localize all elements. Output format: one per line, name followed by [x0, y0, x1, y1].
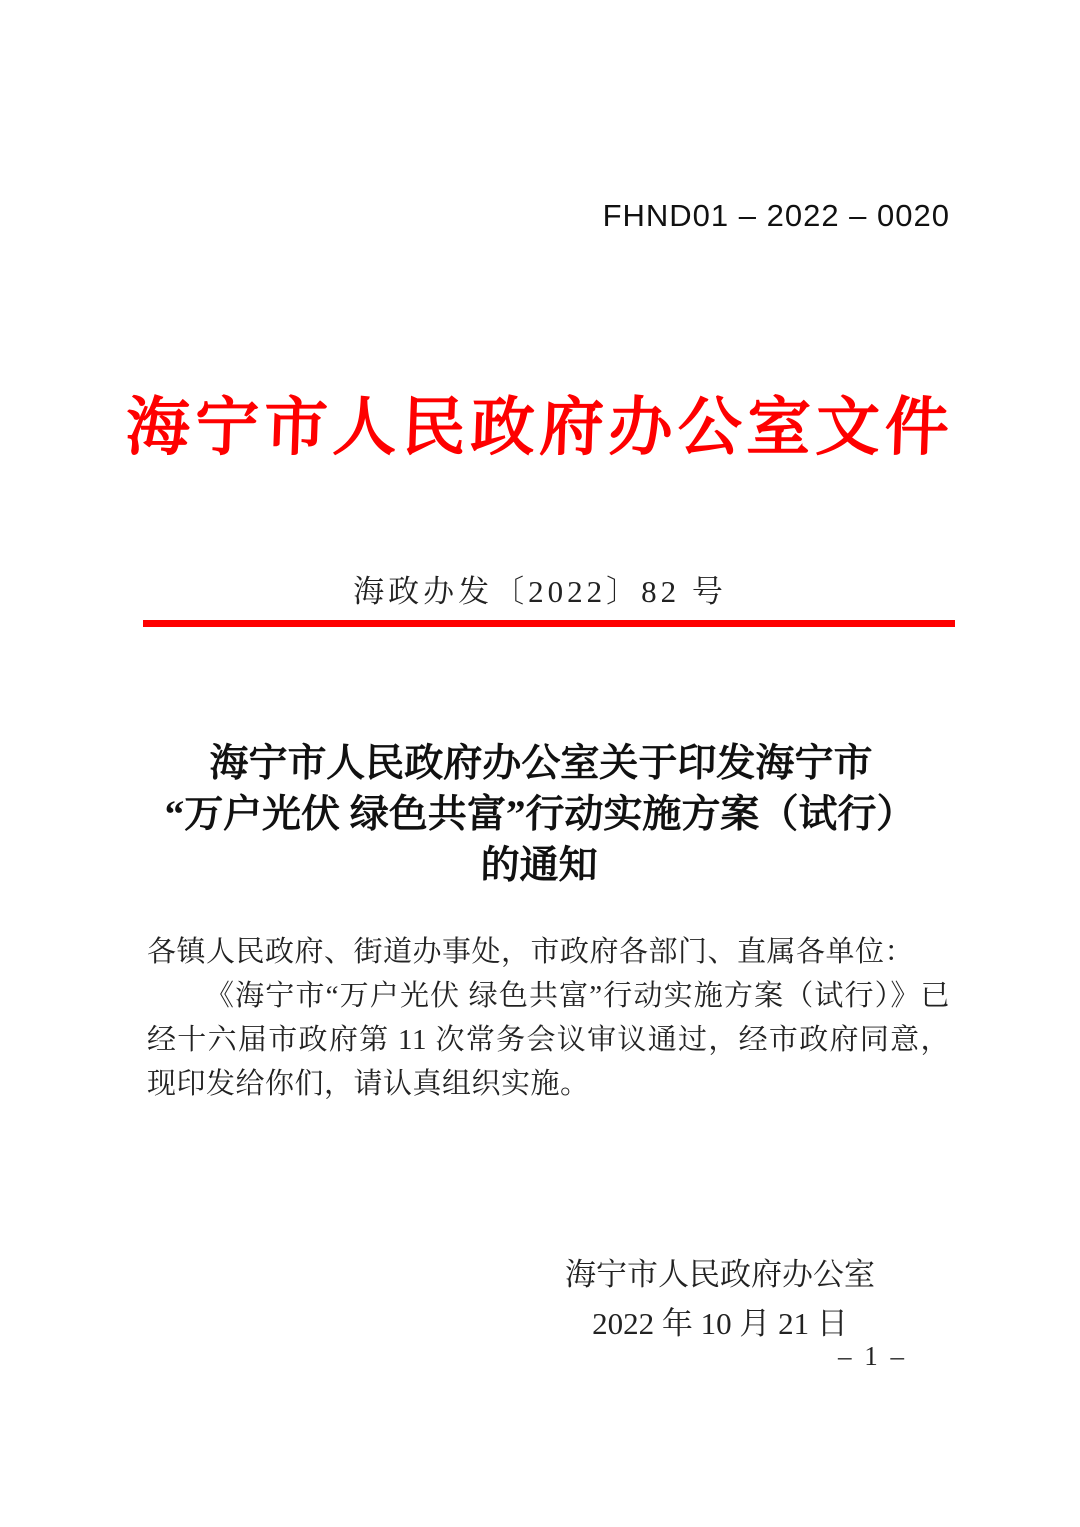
agency-banner-title: 海宁市人民政府办公室文件 — [124, 392, 956, 463]
body-paragraph: 《海宁市“万户光伏 绿色共富”行动实施方案（试行）》已经十六届市政府第 11 次常务会议审议通过，经市政府同意，现印发给你们，请认真组织实施。 — [147, 980, 950, 1100]
page-number: – 1 – — [838, 1341, 907, 1371]
red-divider-line — [143, 620, 955, 627]
classification-code: FHND01 – 2022 – 0020 — [602, 198, 950, 233]
notice-title-line-1: 海宁市人民政府办公室关于印发海宁市 — [208, 742, 873, 785]
body-text — [147, 930, 950, 1106]
issue-date: 2022 年 10 月 21 日 — [592, 1306, 848, 1341]
document-number: 海政办发〔2022〕82 号 — [353, 574, 727, 609]
salutation-line: 各镇人民政府、街道办事处，市政府各部门、直属各单位： — [147, 936, 915, 968]
notice-title-line-3: 的通知 — [480, 844, 598, 887]
notice-title-line-2: “万户光伏 绿色共富”行动实施方案（试行） — [164, 793, 916, 836]
notice-title — [0, 738, 1080, 891]
signature-block — [540, 1250, 900, 1348]
issuer-name: 海宁市人民政府办公室 — [565, 1257, 875, 1292]
